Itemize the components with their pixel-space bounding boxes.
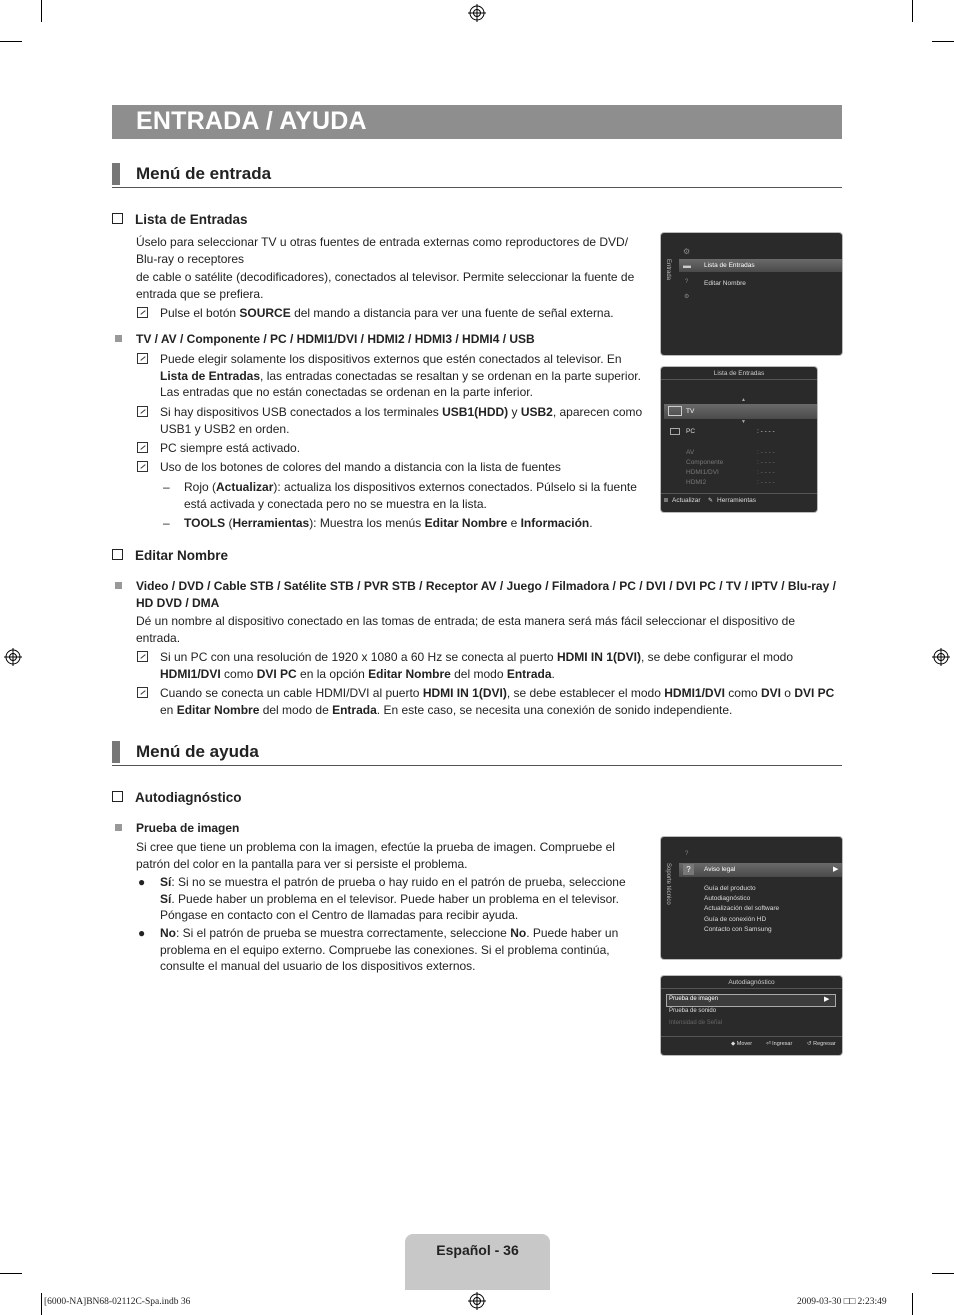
help-icon: ?: [685, 851, 689, 857]
tv-icon: [668, 406, 682, 416]
bullet-text: Prueba de imagen: [136, 821, 240, 835]
paragraph: Dé un nombre al dispositivo conectado en las tomas de entrada; de esta manera será más fácil seleccionar el dispositivo de entrada.: [136, 614, 796, 645]
crop-mark: [41, 1293, 42, 1315]
section-title: Menú de entrada: [136, 164, 272, 183]
input-row-tv[interactable]: TV: [686, 408, 695, 415]
menu-item[interactable]: Guía de conexión HD: [704, 916, 767, 923]
bullet-dot-icon: ●: [138, 926, 146, 940]
note-icon: [137, 406, 148, 417]
crop-mark: [912, 1293, 913, 1315]
crop-mark: [912, 0, 913, 22]
gear-icon: ⚙: [683, 247, 691, 256]
tv-screen-entrada-menu: [661, 233, 842, 355]
dash-icon: –: [163, 516, 170, 530]
footer-regresar[interactable]: ↺ Regresar: [807, 1041, 836, 1047]
section-title: Menú de ayuda: [136, 742, 259, 761]
page-number: Español - 36: [436, 1242, 519, 1258]
input-row-hdmi2[interactable]: HDMI2: [686, 479, 707, 486]
input-value: : - - - -: [757, 479, 775, 486]
menu-item[interactable]: Contacto con Samsung: [704, 926, 772, 933]
note-text: Cuando se conecta un cable HDMI/DVI al puerto HDMI IN 1(DVI), se debe establecer el modo HDMI1/DVI como DVI o DVI PC en Editar Nombre del modo de Entrada. En este caso, se necesita una conexión de sonido independiente.: [160, 686, 835, 717]
section-header-ayuda: [112, 741, 842, 766]
menu-item[interactable]: Actualización del software: [704, 905, 780, 912]
footer-ingresar[interactable]: ⏎ Ingresar: [766, 1041, 793, 1047]
subheading-lista: Lista de Entradas: [112, 212, 248, 227]
tv-screen-autodiagnostico: [661, 976, 842, 1055]
note-icon: [137, 461, 148, 472]
pc-icon: [670, 428, 680, 435]
registration-mark-icon: [468, 1292, 486, 1310]
footer-actualizar[interactable]: Actualizar: [672, 497, 701, 504]
side-label: Entrada: [665, 259, 671, 281]
menu-item-lista[interactable]: Lista de Entradas: [704, 262, 755, 269]
subheading-editar: Editar Nombre: [112, 548, 228, 563]
tv-screen-soporte-menu: [661, 837, 842, 959]
input-row-av[interactable]: AV: [686, 449, 695, 456]
file-info: [6000-NA]BN68-02112C-Spa.indb 36: [44, 1297, 191, 1307]
registration-mark-icon: [4, 648, 22, 666]
screen-title: Autodiagnóstico: [728, 979, 775, 986]
page-title: ENTRADA / AYUDA: [136, 107, 367, 135]
input-icon: ▬: [683, 261, 691, 270]
paragraph: Si cree que tiene un problema con la imagen, efectúe la prueba de imagen. Compruebe el patrón del color en la pantalla para ver si persiste el problema.: [136, 840, 615, 871]
input-row-pc[interactable]: PC: [686, 428, 696, 435]
note-icon: [137, 687, 148, 698]
section-marker: [112, 741, 120, 763]
note-text: PC siempre está activado.: [160, 441, 301, 455]
return-icon: ↺: [807, 1041, 812, 1047]
support-icon: ?: [683, 864, 694, 875]
note-icon: [137, 442, 148, 453]
red-button-icon: [664, 498, 668, 502]
section-header-entrada: [112, 163, 842, 188]
screen-title: Lista de Entradas: [713, 370, 765, 377]
arrow-up-icon: ▲: [741, 397, 746, 403]
menu-item[interactable]: Autodiagnóstico: [704, 895, 751, 902]
note-text: Uso de los botones de colores del mando a distancia con la lista de fuentes: [160, 460, 561, 474]
crop-mark: [41, 0, 42, 22]
subheading-autodiagnostico: Autodiagnóstico: [112, 790, 242, 805]
input-value: : - - - -: [757, 469, 775, 476]
bullet-text: No: Si el patrón de prueba se muestra correctamente, seleccione No. Puede haber un problema en el equipo externo. Compruebe las conexiones. Si el problema continúa, consulte el manual del usuario de los dispositivos externos.: [160, 926, 619, 973]
crop-mark: [0, 1273, 22, 1274]
input-value: : - - - -: [757, 428, 775, 435]
section-marker: [112, 163, 120, 185]
note-icon: [137, 307, 148, 318]
crop-mark: [932, 41, 954, 42]
bullet-square-icon: [115, 824, 122, 831]
chevron-right-icon: ▶: [824, 996, 830, 1003]
registration-mark-icon: [468, 4, 486, 22]
menu-item-prueba-sonido[interactable]: Prueba de sonido: [669, 1008, 717, 1014]
settings-icon: ⚙: [684, 294, 690, 300]
arrow-down-icon: ▼: [741, 419, 746, 425]
menu-item-aviso[interactable]: Aviso legal: [704, 866, 736, 873]
chevron-right-icon: ▶: [833, 866, 839, 873]
paragraph: de cable o satélite (decodificadores), conectados al televisor. Permite seleccionar la fuente de entrada que se prefiera.: [136, 270, 635, 301]
note-icon: [137, 651, 148, 662]
bullet-square-icon: [115, 335, 122, 342]
bullet-text: Sí: Si no se muestra el patrón de prueba o hay ruido en el patrón de prueba, seleccione Sí. Puede haber un problema en el televisor. Puede haber un problema en el televisor. Póngase en contacto con el Centro de llamadas para recibir ayuda.: [160, 875, 626, 922]
input-value: : - - - -: [757, 449, 775, 456]
note-text: Si un PC con una resolución de 1920 x 1080 a 60 Hz se conecta al puerto HDMI IN 1(DVI), se debe configurar el modo HDMI1/DVI como DVI PC en la opción Editar Nombre del modo Entrada.: [160, 650, 794, 681]
page-number-tab: [405, 1234, 550, 1290]
note-icon: [137, 353, 148, 364]
paragraph: Úselo para seleccionar TV u otras fuentes de entrada externas como reproductores de DVD/ Blu-ray o receptores: [136, 235, 629, 266]
print-date: 2009-03-30 □□ 2:23:49: [797, 1297, 887, 1307]
input-row-hdmi1[interactable]: HDMI1/DVI: [686, 469, 719, 476]
tools-icon: ✎: [708, 498, 714, 504]
input-value: : - - - -: [757, 459, 775, 466]
dash-text: TOOLS (Herramientas): Muestra los menús Editar Nombre e Información.: [184, 516, 593, 530]
enter-icon: ⏎: [766, 1041, 771, 1047]
move-icon: ◆: [731, 1041, 736, 1047]
tv-screen-lista-entradas: [661, 367, 817, 512]
bullet-square-icon: [115, 582, 122, 589]
crop-mark: [0, 41, 22, 42]
bullet-dot-icon: ●: [138, 875, 146, 889]
bullet-text: TV / AV / Componente / PC / HDMI1/DVI / HDMI2 / HDMI3 / HDMI4 / USB: [136, 332, 535, 346]
side-label: Soporte técnico: [665, 863, 671, 905]
note-text: Pulse el botón SOURCE del mando a distancia para ver una fuente de señal externa.: [160, 306, 614, 320]
registration-mark-icon: [932, 648, 950, 666]
dash-text: Rojo (Actualizar): actualiza los dispositivos externos conectados. Púlselo si la fuente está activada y conectada pero no se muestra en la lista.: [184, 480, 637, 511]
footer-herramientas[interactable]: Herramientas: [717, 497, 757, 504]
bullet-text: Video / DVD / Cable STB / Satélite STB / PVR STB / Receptor AV / Juego / Filmadora / PC / DVI / DVI PC / TV / IPTV / Blu-ray / HD DVD / DMA: [136, 579, 836, 610]
note-text: Si hay dispositivos USB conectados a los terminales USB1(HDD) y USB2, aparecen como USB1 y USB2 en orden.: [160, 405, 643, 436]
menu-item-prueba-imagen[interactable]: Prueba de imagen: [669, 996, 719, 1002]
menu-item-intensidad[interactable]: Intensidad de Señal: [669, 1020, 723, 1026]
menu-item[interactable]: Guía del producto: [704, 885, 756, 892]
footer-mover[interactable]: ◆ Mover: [731, 1041, 753, 1047]
help-icon: ?: [685, 279, 689, 285]
page-title-bar: [112, 105, 842, 139]
note-text: Puede elegir solamente los dispositivos externos que estén conectados al televisor. En Lista de Entradas, las entradas conectadas se resaltan y se ordenan en la parte superior. Las entradas que no están conectadas se ordenan en la parte inferior.: [160, 352, 641, 399]
dash-icon: –: [163, 480, 170, 494]
crop-mark: [932, 1273, 954, 1274]
menu-item-editar[interactable]: Editar Nombre: [704, 280, 746, 287]
input-row-componente[interactable]: Componente: [686, 459, 724, 466]
